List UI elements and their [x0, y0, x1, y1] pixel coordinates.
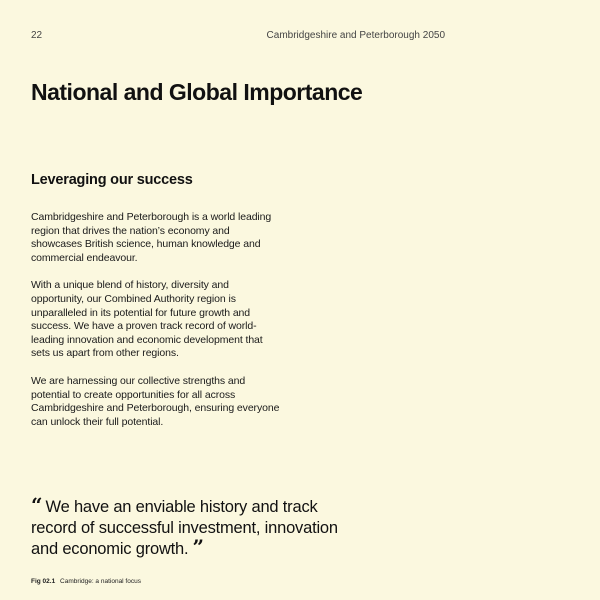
body-paragraph-1: Cambridgeshire and Peterborough is a world leading region that drives the nation’s economy and showcases British science, human knowledge and commercial endeavour. — [31, 211, 272, 264]
page-title: National and Global Importance — [31, 79, 363, 105]
running-header: Cambridgeshire and Peterborough 2050 — [266, 30, 445, 41]
body-paragraph-2: With a unique blend of history, diversity and opportunity, our Combined Authority region is unparalleled in its potential for future growth and success. We have a proven track record of world-leading innovation and economic development that sets us apart from other regions. — [31, 279, 263, 360]
figure-caption — [31, 578, 141, 586]
body-text — [31, 211, 281, 443]
page-number: 22 — [31, 30, 43, 41]
pull-quote — [31, 493, 361, 560]
figure-caption-text: Cambridge: a national focus — [60, 578, 141, 585]
figure-number: Fig 02.1 — [31, 578, 56, 585]
open-quote-icon: “ — [31, 493, 41, 517]
quote-text: We have an enviable history and track record of successful investment, innovation and economic growth. — [31, 498, 338, 558]
body-paragraph-3: We are harnessing our collective strengths and potential to create opportunities for all across Cambridgeshire and Peterborough, ensuring everyone can unlock their full potential. — [31, 374, 280, 428]
close-quote-icon: ” — [192, 535, 202, 559]
section-heading: Leveraging our success — [31, 172, 193, 188]
